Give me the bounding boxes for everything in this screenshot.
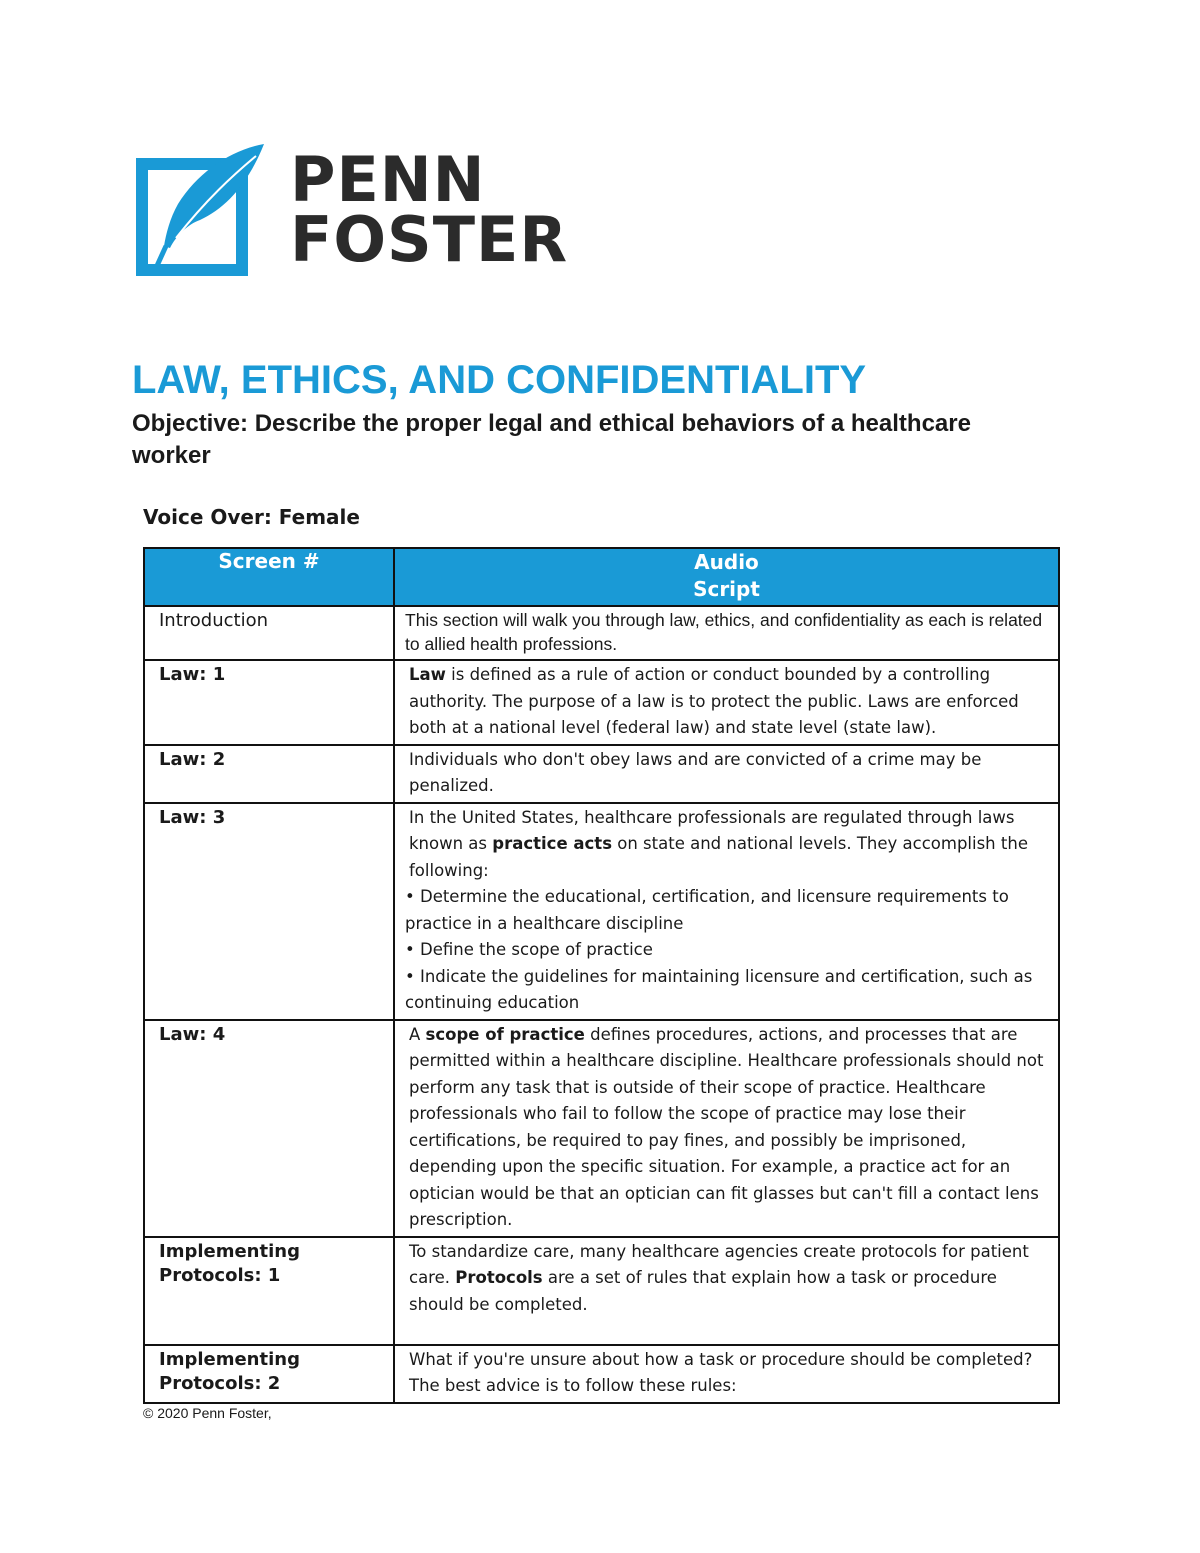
voice-over-label: Voice Over: Female xyxy=(143,505,360,529)
script-cell: This section will walk you through law, ethics, and confidentiality as each is related to allied health professions. xyxy=(394,606,1059,660)
script-bold: Law xyxy=(409,665,446,684)
script-text: In the United States, healthcare professionals are regulated through laws known as xyxy=(409,807,1015,853)
script-bold: Protocols xyxy=(455,1268,543,1287)
table-row xyxy=(144,803,1059,1020)
feather-icon xyxy=(136,142,268,276)
table-row xyxy=(144,745,1059,803)
table-header-row xyxy=(144,548,1059,606)
objective-heading: Objective: Describe the proper legal and ethical behaviors of a healthcare worker xyxy=(132,410,971,469)
script-cell: What if you're unsure about how a task or procedure should be completed? The best advice is to follow these rules: xyxy=(394,1345,1059,1403)
logo-wordmark xyxy=(290,143,569,276)
screen-cell: Implementing Protocols: 1 xyxy=(144,1237,394,1345)
logo-line-1: PENN xyxy=(290,143,486,216)
screen-cell: Law: 2 xyxy=(144,745,394,803)
logo-line-2: FOSTER xyxy=(290,203,569,276)
header-audio-script xyxy=(394,548,1059,606)
script-cell xyxy=(394,1237,1059,1345)
script-text: are a set of rules that explain how a task or procedure should be completed. xyxy=(409,1268,997,1314)
page-title: LAW, ETHICS, AND CONFIDENTIALITY xyxy=(132,358,867,402)
script-text: A xyxy=(409,1024,426,1044)
table-row xyxy=(144,660,1059,745)
list-item: • Indicate the guidelines for maintaining licensure and certification, such as continuing education xyxy=(405,966,1033,1012)
screen-cell: Law: 4 xyxy=(144,1020,394,1237)
script-cell xyxy=(394,803,1059,1020)
script-text: defines procedures, actions, and processes that are permitted within a healthcare discipline. Healthcare professionals should not perform any task that is outside of their scope of practice. Healthcare professionals who fail to follow the scope of practice may lose their certifications, be required to pay fines, and possibly be imprisoned, depending upon the specific situation. For example, a practice act for an optician would be that an optician can fit glasses but can't fill a contact lens prescription. xyxy=(409,1024,1044,1229)
list-item: • Determine the educational, certification, and licensure requirements to practice in a healthcare discipline xyxy=(405,887,1009,933)
screen-cell: Introduction xyxy=(144,606,394,660)
script-text: To standardize care, many healthcare agencies create protocols for patient care. xyxy=(409,1241,1029,1287)
table-row xyxy=(144,606,1059,660)
script-table xyxy=(143,547,1060,1404)
table-row xyxy=(144,1237,1059,1345)
screen-cell: Implementing Protocols: 2 xyxy=(144,1345,394,1403)
table-row xyxy=(144,1345,1059,1403)
script-text: on state and national levels. They accomplish the following: xyxy=(409,834,1028,880)
penn-foster-logo xyxy=(136,142,576,282)
screen-cell: Law: 1 xyxy=(144,660,394,745)
screen-cell: Law: 3 xyxy=(144,803,394,1020)
script-bold: scope of practice xyxy=(425,1024,585,1044)
copyright-footer: © 2020 Penn Foster, xyxy=(143,1405,272,1421)
script-cell xyxy=(394,1020,1059,1237)
header-audio-line-1: Audio xyxy=(694,550,759,574)
table-row xyxy=(144,1020,1059,1237)
script-bold: practice acts xyxy=(492,834,613,853)
header-audio-line-2: Script xyxy=(693,577,760,601)
list-item: • Define the scope of practice xyxy=(405,940,653,959)
script-cell xyxy=(394,660,1059,745)
script-text: is defined as a rule of action or conduct bounded by a controlling authority. The purpose of a law is to protect the public. Laws are enforced both at a national level (federal law) and state level (state law). xyxy=(409,665,1019,737)
script-cell: Individuals who don't obey laws and are convicted of a crime may be penalized. xyxy=(394,745,1059,803)
header-screen: Screen # xyxy=(144,548,394,606)
